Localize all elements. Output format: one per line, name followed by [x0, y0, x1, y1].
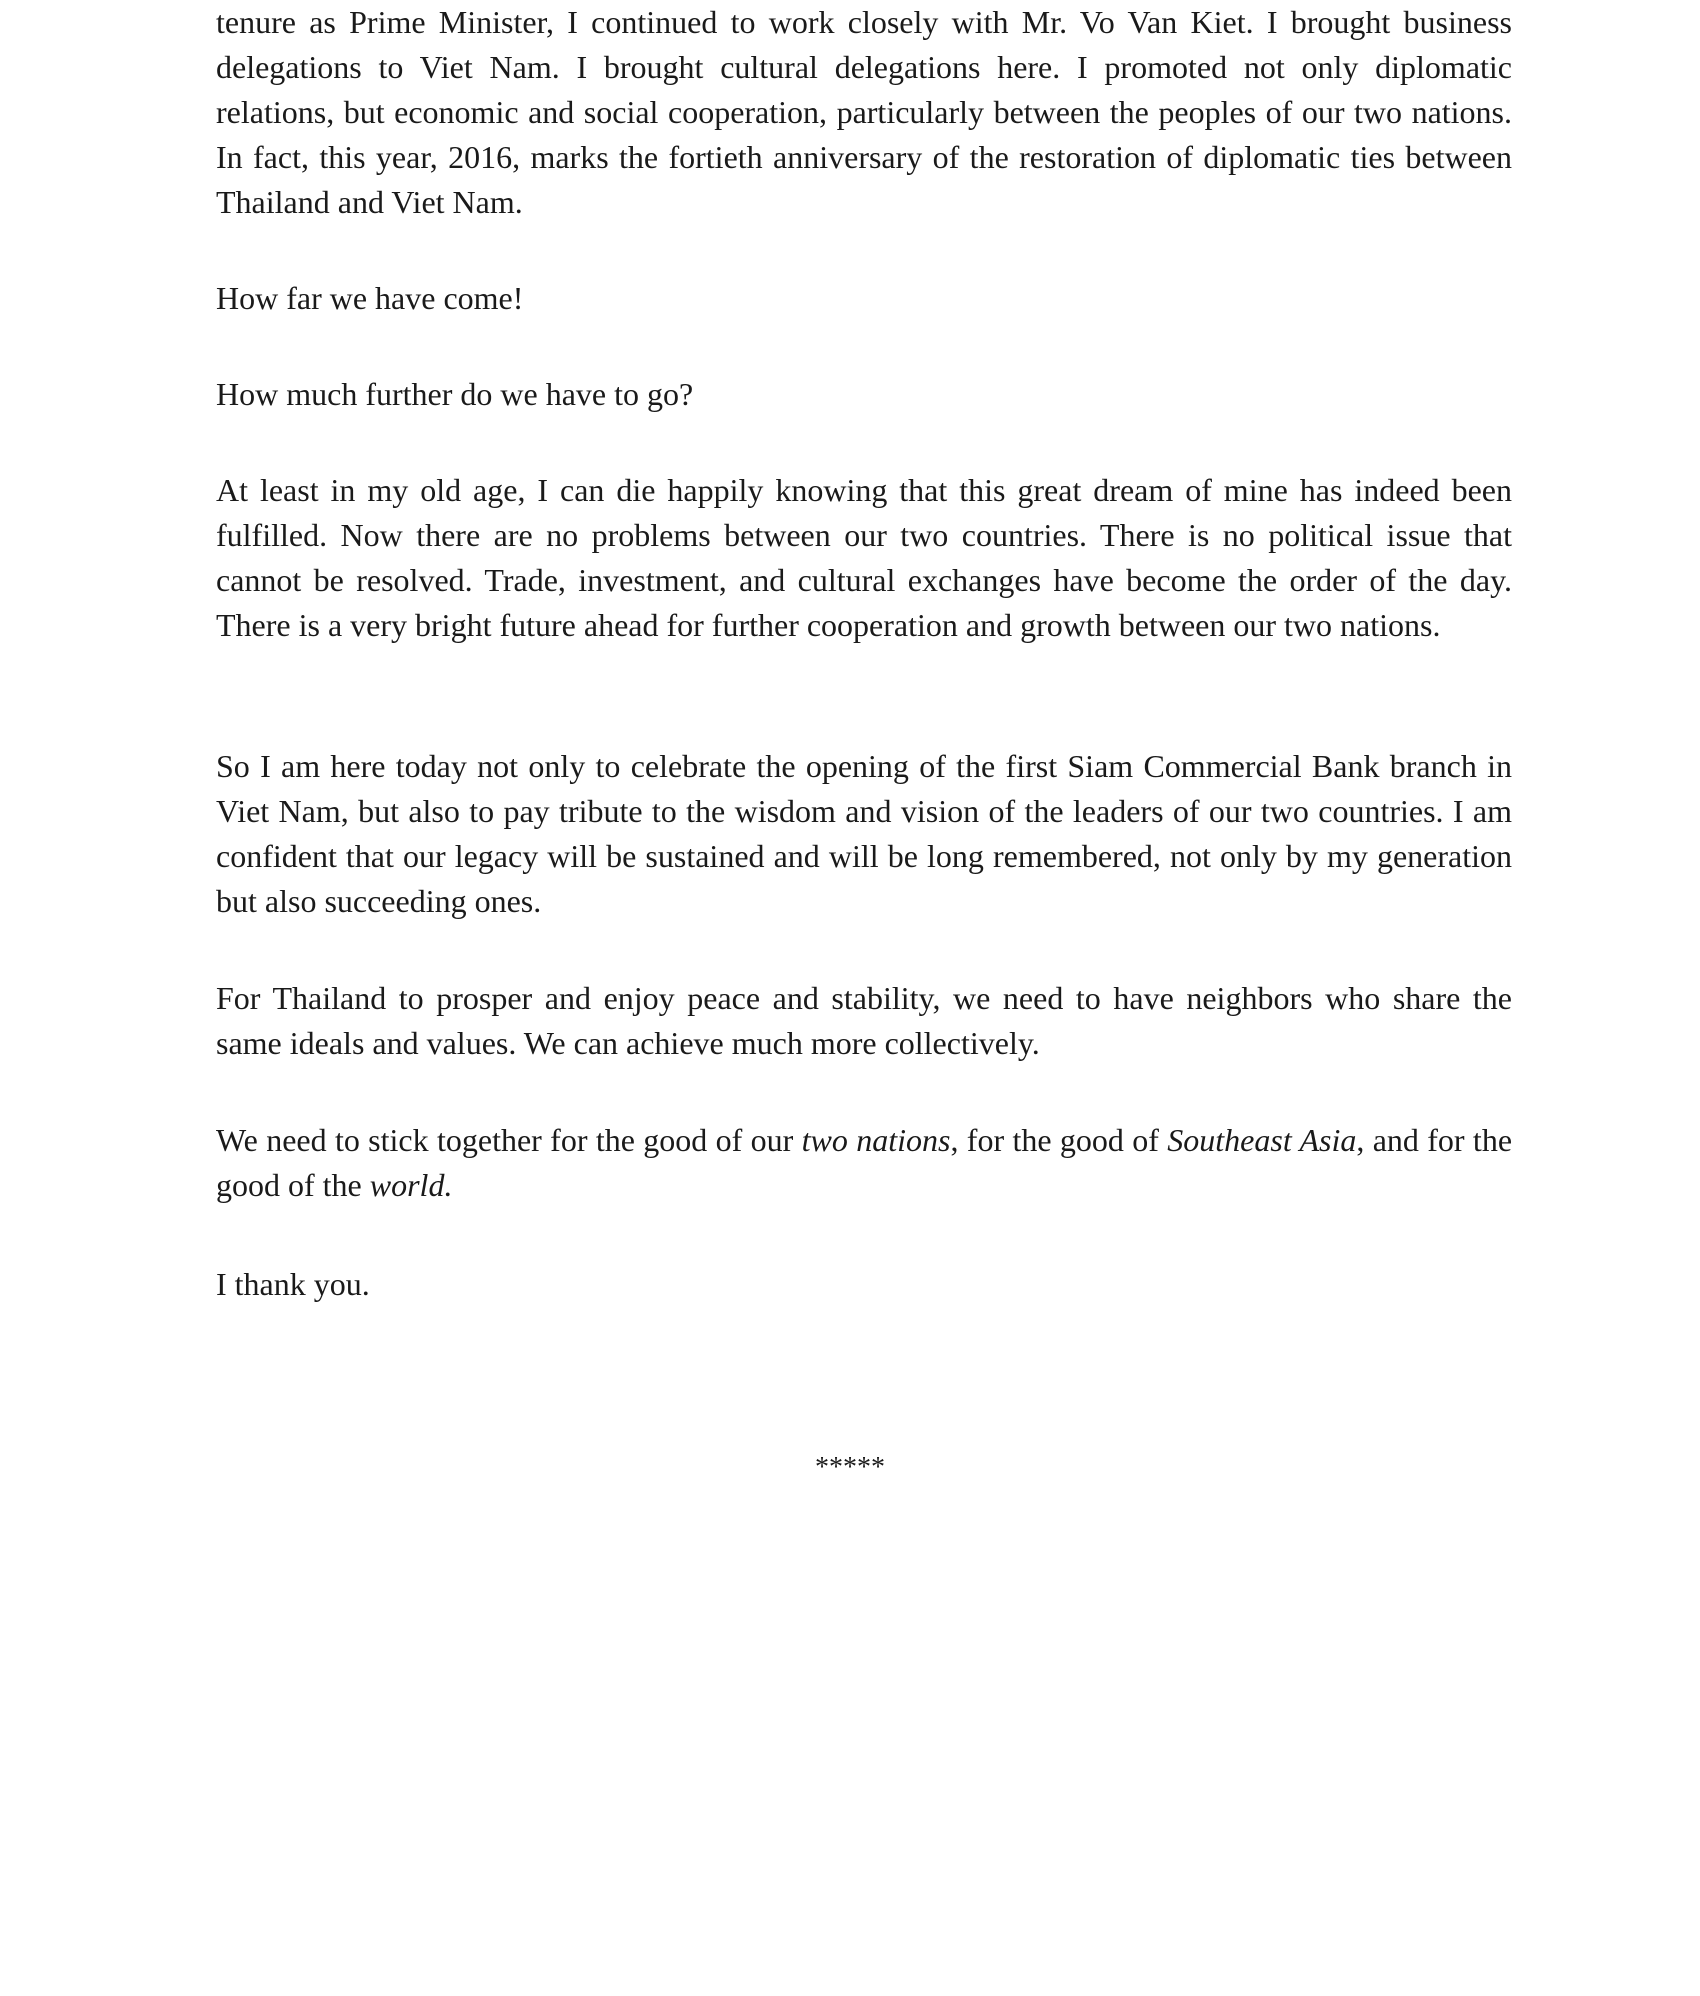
- stick-together-italic-3: world.: [369, 1167, 453, 1203]
- paragraph-old-age: At least in my old age, I can die happily knowing that this great dream of mine has indeed been fulfilled. Now there are no problems between our two countries. There is no political issue that cannot be resolved. Trade, investment, and cultural exchanges have become the order of the day. There is a very bright future ahead for further cooperation and growth between our two nations.: [216, 472, 1512, 643]
- stick-together-text-1: We need to stick together for the good of our: [216, 1122, 802, 1158]
- stick-together-italic-1: two nations: [801, 1122, 951, 1158]
- paragraph-how-much-further: How much further do we have to go?: [216, 376, 694, 412]
- paragraph-stick-together: [216, 1118, 1512, 1208]
- stick-together-text-2: , for the good of: [950, 1122, 1168, 1158]
- paragraph-thank-you: I thank you.: [216, 1266, 370, 1302]
- stick-together-italic-2: Southeast Asia: [1167, 1122, 1357, 1158]
- end-separator: *****: [815, 1452, 885, 1483]
- paragraph-tenure: tenure as Prime Minister, I continued to work closely with Mr. Vo Van Kiet. I brought business delegations to Viet Nam. I brought cultural delegations here. I promoted not only diplomatic relations, but economic and social cooperation, particularly between the peoples of our two nations. In fact, this year, 2016, marks the fortieth anniversary of the restoration of diplomatic ties between Thailand and Viet Nam.: [216, 4, 1512, 220]
- paragraph-how-far: How far we have come!: [216, 280, 524, 316]
- paragraph-prosper: For Thailand to prosper and enjoy peace and stability, we need to have neighbors who share the same ideals and values. We can achieve much more collectively.: [216, 980, 1512, 1061]
- paragraph-celebrate: So I am here today not only to celebrate the opening of the first Siam Commercial Bank branch in Viet Nam, but also to pay tribute to the wisdom and vision of the leaders of our two countries. I am confident that our legacy will be sustained and will be long remembered, not only by my generation but also succeeding ones.: [216, 748, 1512, 919]
- stick-together-text-3: , and for the good of the: [216, 1122, 1513, 1203]
